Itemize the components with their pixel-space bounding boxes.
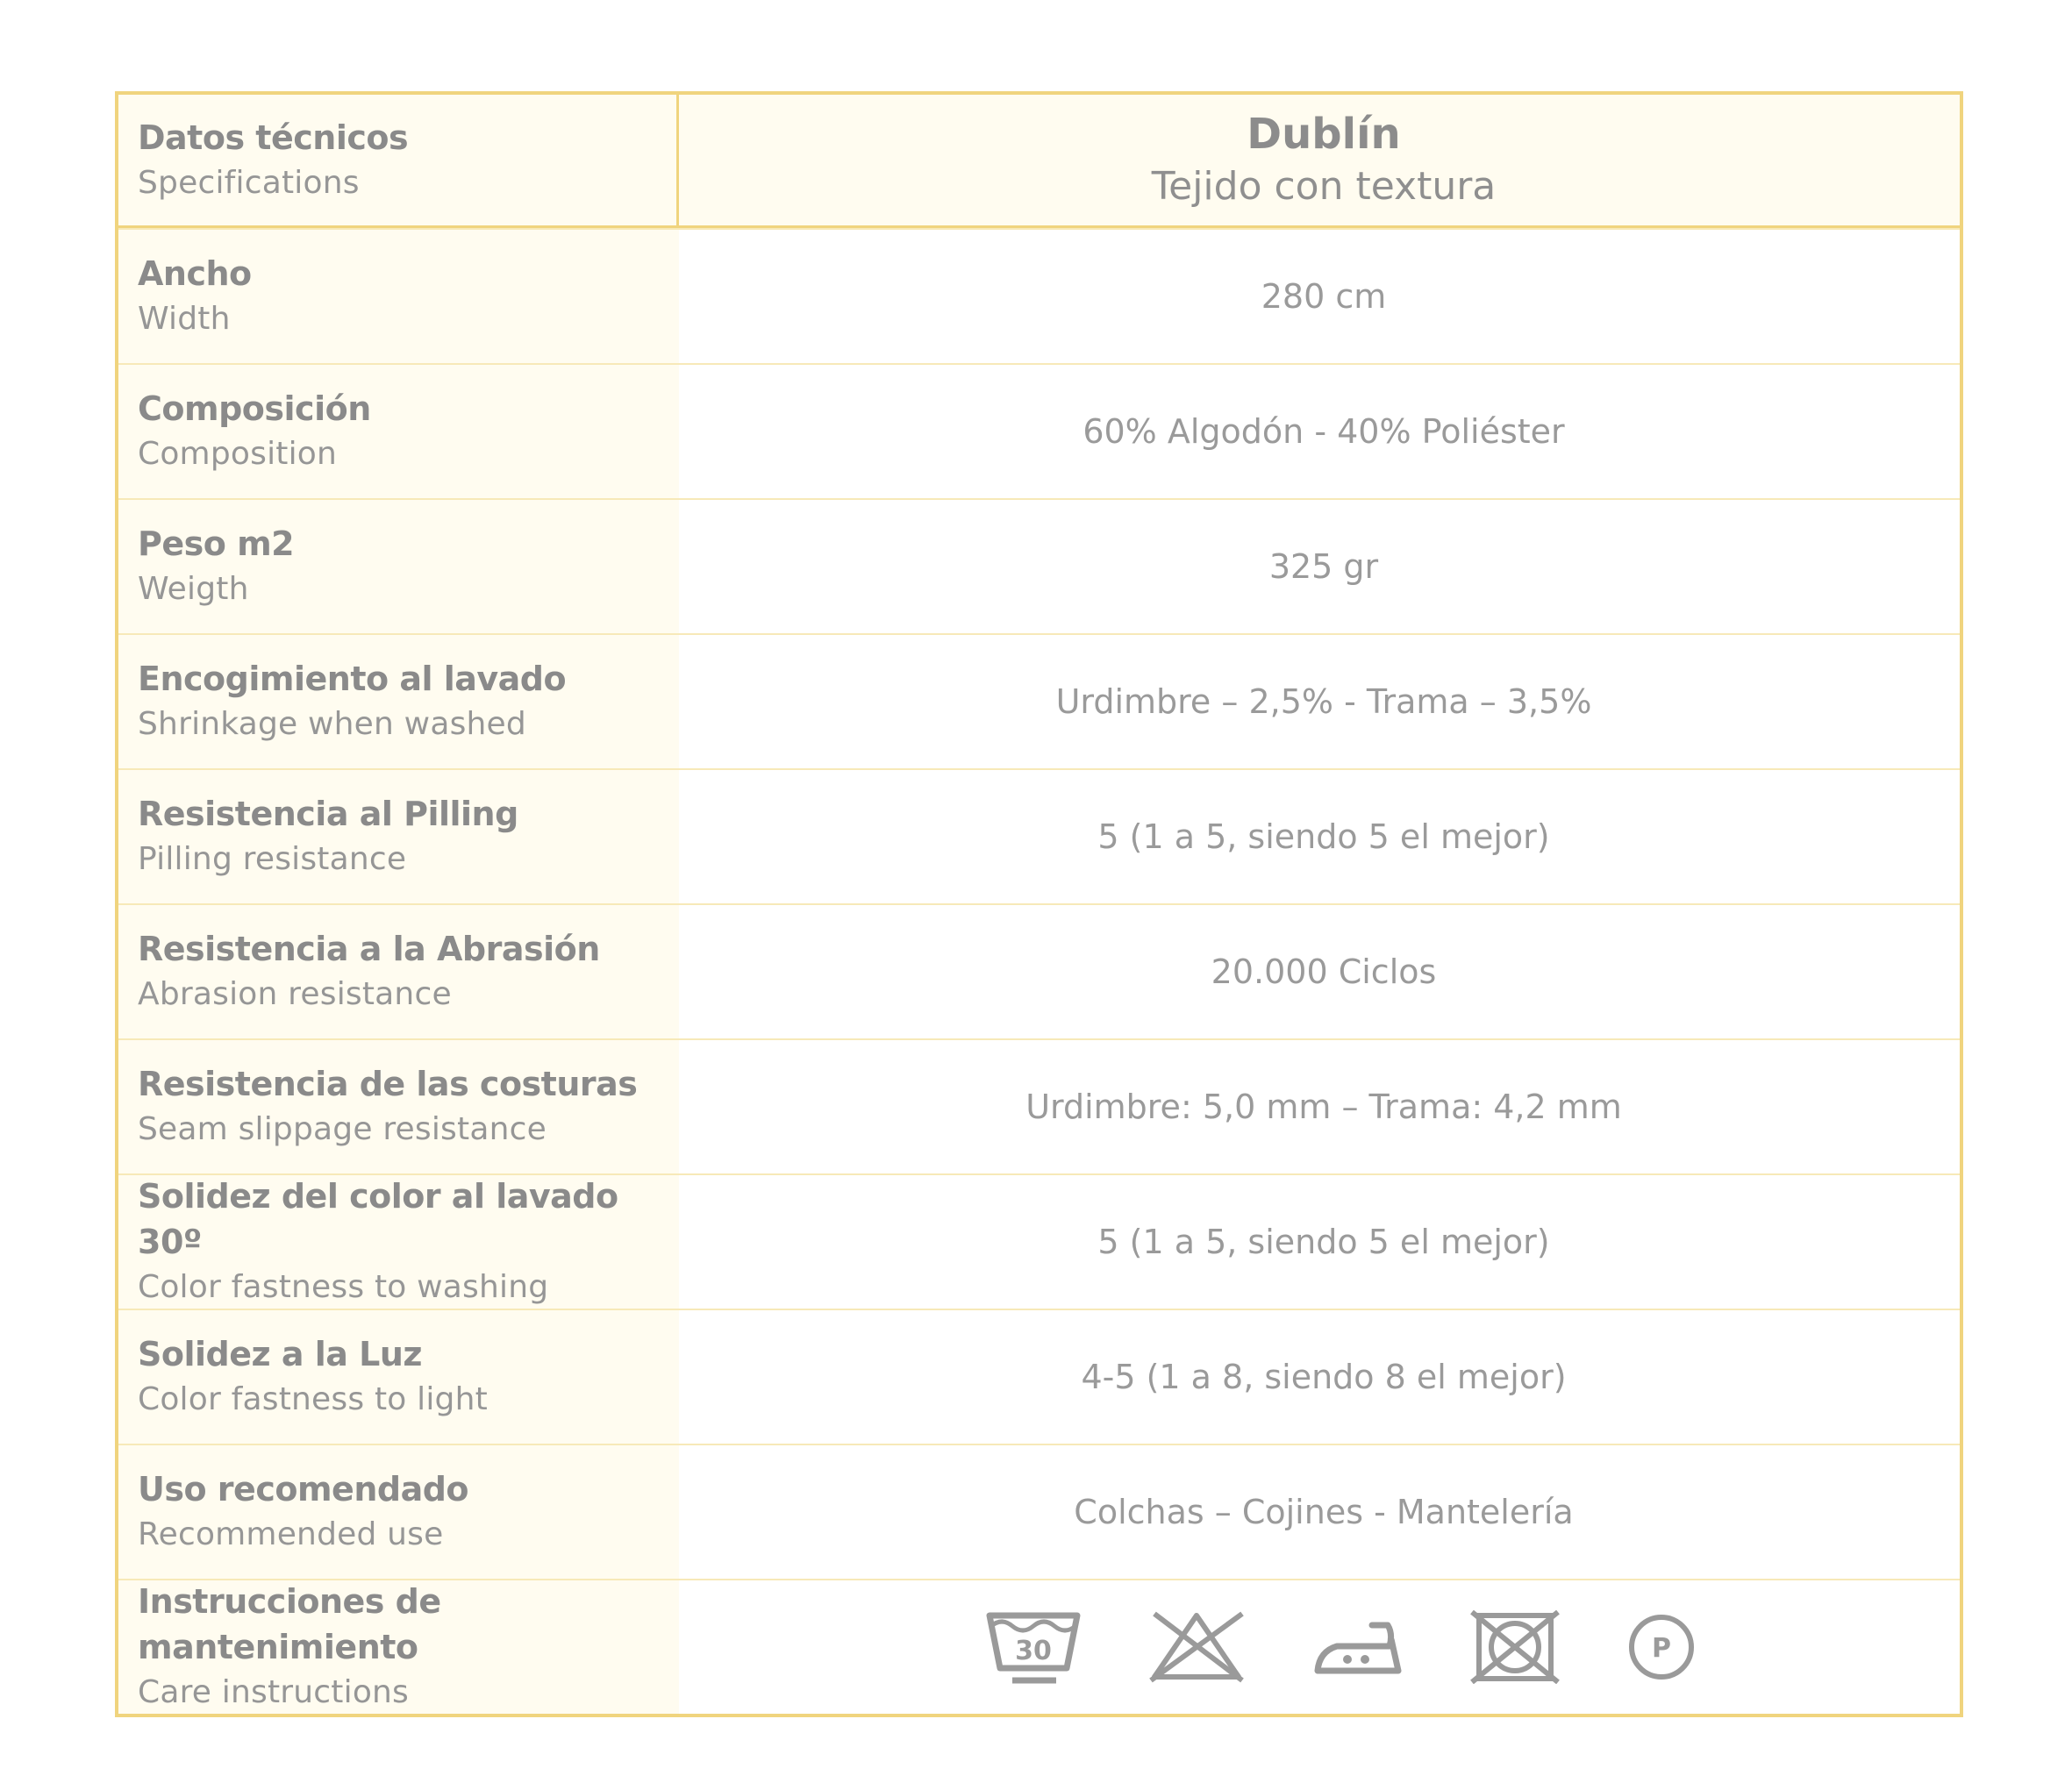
row-label-en: Care instructions (138, 1674, 410, 1710)
spec-row-weight (118, 498, 1960, 633)
spec-row-light-fastness (118, 1309, 1960, 1444)
care-icons (951, 1607, 1697, 1687)
row-label-en: Abrasion resistance (138, 976, 452, 1012)
dry-clean-letter: P (1652, 1633, 1671, 1664)
row-label-es: Resistencia de las costuras (138, 1065, 638, 1103)
spec-row-care (118, 1579, 1960, 1714)
row-label-cell (118, 770, 679, 905)
row-label-en: Width (138, 301, 231, 337)
row-value: Urdimbre: 5,0 mm – Trama: 4,2 mm (679, 1040, 1960, 1173)
row-label-cell (118, 1175, 679, 1310)
spec-row-composition (118, 363, 1960, 498)
spec-row-width (118, 228, 1960, 363)
header-row (118, 95, 1960, 228)
product-subtitle: Tejido con textura (1151, 163, 1497, 209)
care-icons-cell (679, 1580, 1960, 1714)
row-value: 5 (1 a 5, siendo 5 el mejor) (679, 1175, 1960, 1309)
spec-row-wash-fastness (118, 1173, 1960, 1309)
row-label-cell (118, 635, 679, 770)
product-name: Dublín (1247, 109, 1401, 159)
row-label-es: Composición (138, 389, 371, 428)
row-value: 4-5 (1 a 8, siendo 8 el mejor) (679, 1310, 1960, 1444)
row-label-en: Shrinkage when washed (138, 706, 526, 742)
row-label-en: Pilling resistance (138, 841, 407, 877)
header-label-es: Datos técnicos (138, 118, 409, 157)
row-label-es: Uso recomendado (138, 1470, 469, 1509)
row-label-cell (118, 500, 679, 635)
row-label-es: Peso m2 (138, 524, 295, 563)
spec-table (115, 91, 1963, 1717)
row-label-es: Resistencia al Pilling (138, 795, 518, 833)
row-label-cell (118, 230, 679, 365)
row-label-en: Composition (138, 436, 338, 472)
spec-row-seam (118, 1038, 1960, 1173)
row-label-en: Seam slippage resistance (138, 1111, 547, 1147)
no-bleach-icon (1147, 1610, 1246, 1684)
row-value: Colchas – Cojines - Mantelería (679, 1445, 1960, 1579)
spec-row-recommended-use (118, 1444, 1960, 1579)
iron-medium-icon (1311, 1616, 1404, 1678)
header-label-cell (118, 95, 679, 225)
row-label-cell (118, 1310, 679, 1445)
row-label-en: Weigth (138, 571, 249, 607)
dry-clean-p-icon (1626, 1612, 1697, 1682)
row-label-es: Resistencia a la Abrasión (138, 930, 600, 968)
row-label-cell (118, 1580, 679, 1714)
row-label-cell (118, 1040, 679, 1175)
no-tumble-dry-icon (1468, 1610, 1561, 1684)
row-label-es: Ancho (138, 254, 252, 293)
spec-row-shrinkage (118, 633, 1960, 768)
spec-row-abrasion (118, 903, 1960, 1038)
row-value: 325 gr (679, 500, 1960, 633)
wash-temp-label: 30 (1015, 1636, 1052, 1666)
row-label-en: Color fastness to washing (138, 1269, 549, 1305)
row-label-en: Color fastness to light (138, 1381, 488, 1417)
row-value: Urdimbre – 2,5% - Trama – 3,5% (679, 635, 1960, 768)
wash-30-icon (984, 1607, 1082, 1687)
row-label-cell (118, 905, 679, 1040)
row-label-es: Solidez del color al lavado 30º (138, 1177, 618, 1261)
header-label-en: Specifications (138, 164, 360, 201)
row-label-es: Encogimiento al lavado (138, 660, 567, 698)
row-label-en: Recommended use (138, 1516, 444, 1552)
row-value: 60% Algodón - 40% Poliéster (679, 365, 1960, 498)
row-label-cell (118, 365, 679, 500)
row-label-cell (118, 1445, 679, 1580)
row-value: 20.000 Ciclos (679, 905, 1960, 1038)
row-value: 5 (1 a 5, siendo 5 el mejor) (679, 770, 1960, 903)
header-value-cell (679, 95, 1960, 225)
row-label-es: Instrucciones de mantenimiento (138, 1582, 441, 1666)
row-label-es: Solidez a la Luz (138, 1335, 422, 1373)
spec-row-pilling (118, 768, 1960, 903)
row-value: 280 cm (679, 230, 1960, 363)
